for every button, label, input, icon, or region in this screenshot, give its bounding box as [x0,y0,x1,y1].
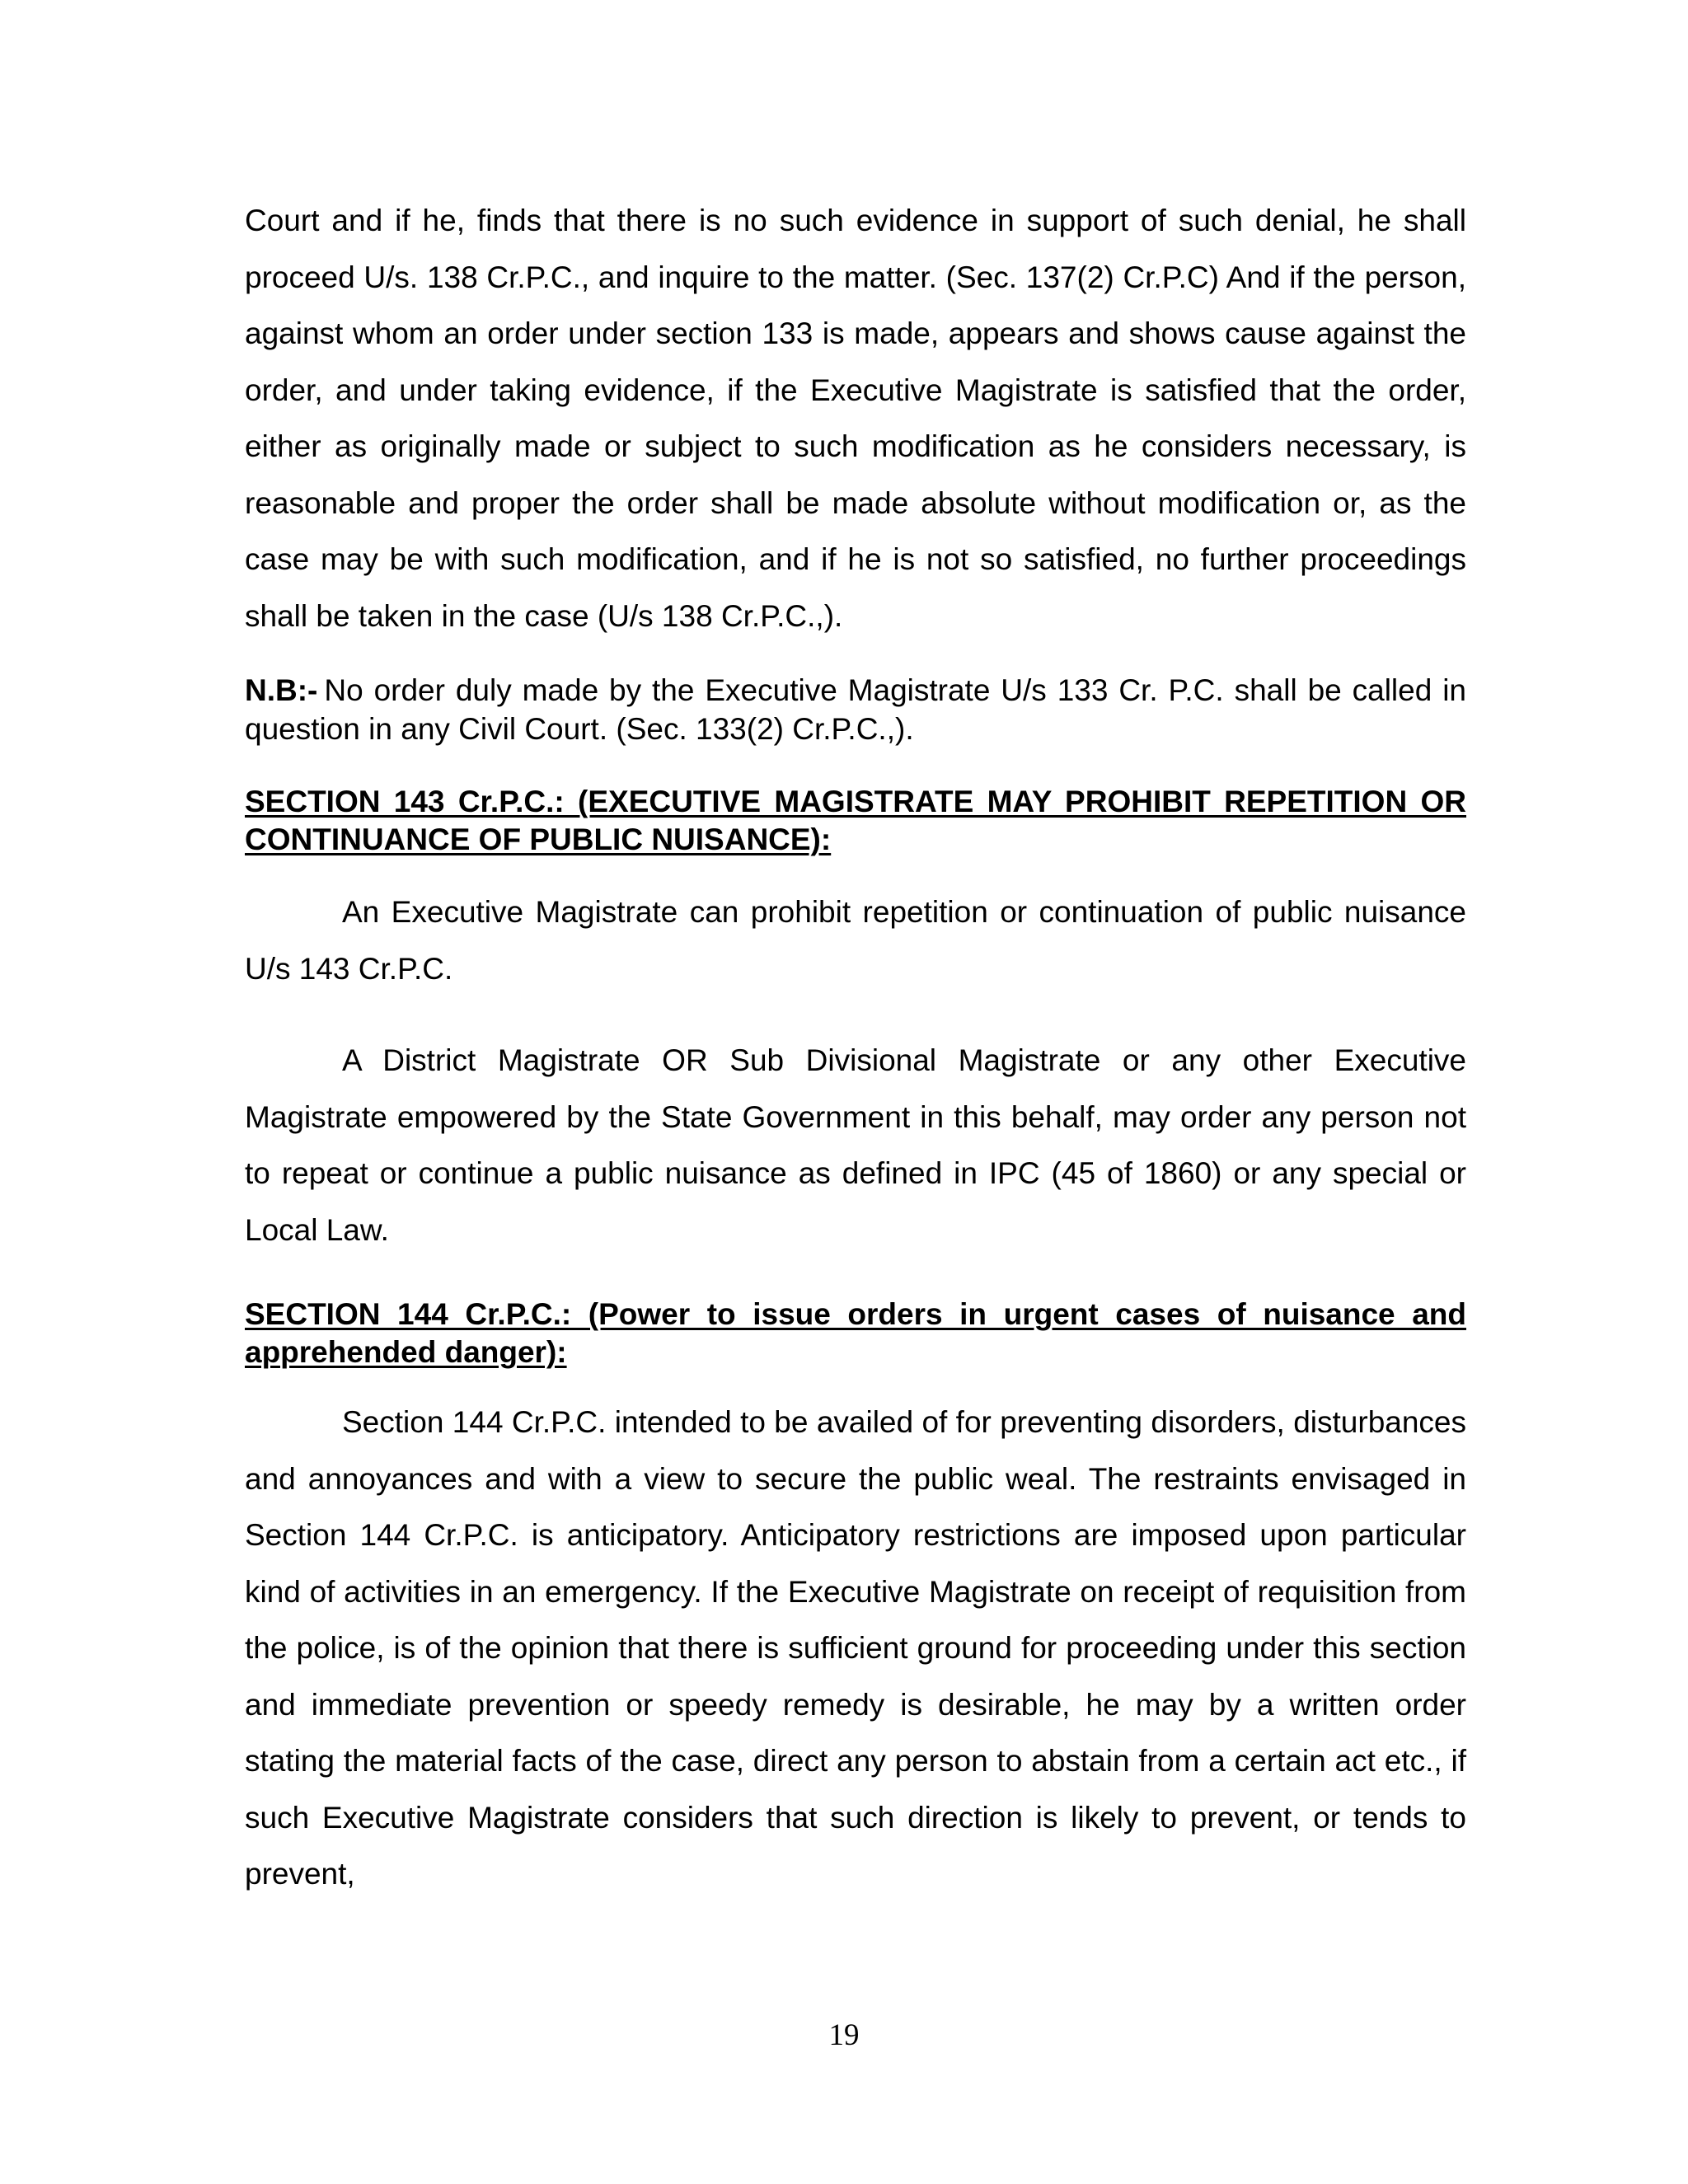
section-143-paragraph-1: An Executive Magistrate can prohibit repetition or continuation of public nuisance U/s 143 Cr.P.C. [245,895,1466,986]
section-143-paragraph-2: A District Magistrate OR Sub Divisional Magistrate or any other Executive Magistrate empowered by the State Government in this behalf, may order any person not to repeat or continue a public nuisance as defined in IPC (45 of 1860) or any special or Local Law. [245,1043,1466,1247]
note-text: No order duly made by the Executive Magistrate U/s 133 Cr. P.C. shall be called in question in any Civil Court. (Sec. 133(2) Cr.P.C.,). [245,673,1466,746]
section-144-heading: SECTION 144 Cr.P.C.: (Power to issue orders in urgent cases of nuisance and apprehended danger): [245,1297,1466,1369]
note-paragraph [245,671,1466,748]
section-143-heading: SECTION 143 Cr.P.C.: (EXECUTIVE MAGISTRATE MAY PROHIBIT REPETITION OR CONTINUANCE OF PUBLIC NUISANCE): [245,785,1466,856]
intro-paragraph: Court and if he, finds that there is no such evidence in support of such denial, he shall proceed U/s. 138 Cr.P.C., and inquire to the matter. (Sec. 137(2) Cr.P.C) And if the person, against whom an order under section 133 is made, appears and shows cause against the order, and under taking evidence, if the Executive Magistrate is satisfied that the order, either as originally made or subject to such modification as he considers necessary, is reasonable and proper the order shall be made absolute without modification or, as the case may be with such modification, and if he is not so satisfied, no further proceedings shall be taken in the case (U/s 138 Cr.P.C.,). [245,204,1466,633]
section-144-paragraph-1: Section 144 Cr.P.C. intended to be availed of for preventing disorders, disturbances and annoyances and with a view to secure the public weal. The restraints envisaged in Section 144 Cr.P.C. is anticipatory. Anticipatory restrictions are imposed upon particular kind of activities in an emergency. If the Executive Magistrate on receipt of requisition from the police, is of the opinion that there is sufficient ground for proceeding under this section and immediate prevention or speedy remedy is desirable, he may by a written order stating the material facts of the case, direct any person to abstain from a certain act etc., if such Executive Magistrate considers that such direction is likely to prevent, or tends to prevent, [245,1405,1466,1891]
note-label: N.B:- [245,673,318,707]
page-number: 19 [828,2018,860,2052]
